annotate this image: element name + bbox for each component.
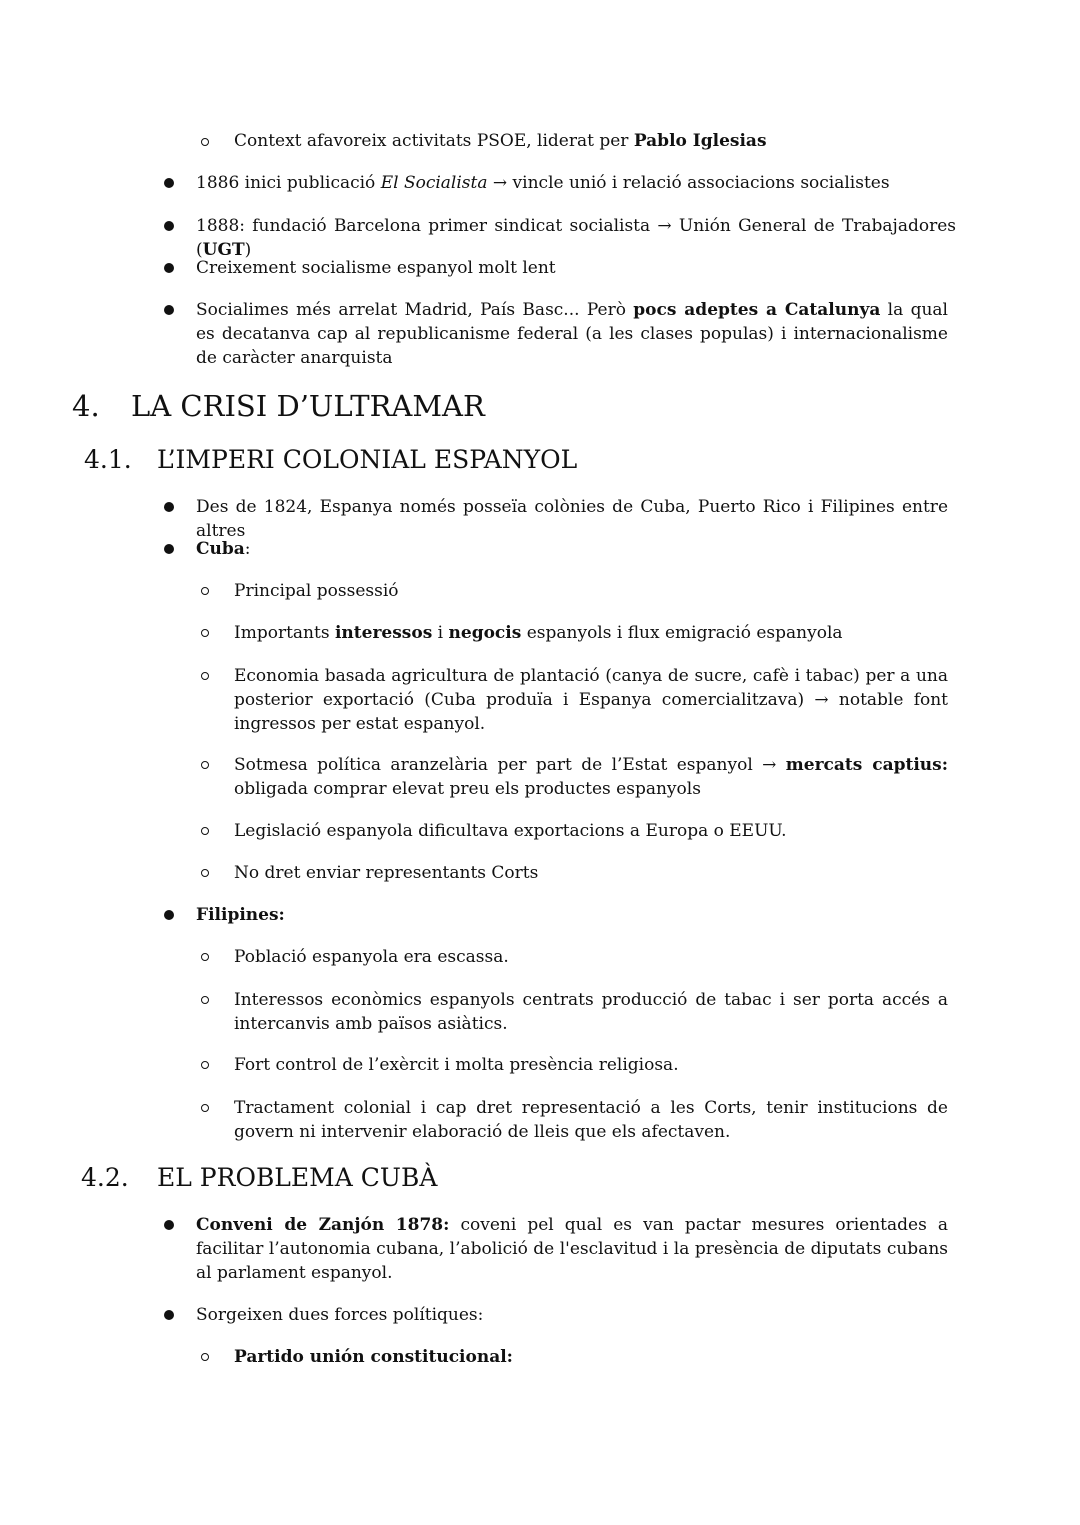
sub-bullet-icon: [201, 1104, 209, 1112]
bullet-icon: [164, 1310, 174, 1320]
bullet-icon: [164, 502, 174, 512]
list-item: 1886 inici publicació El Socialista → vincle unió i relació associacions socialistes: [196, 173, 890, 193]
sub-bullet-icon: [201, 996, 209, 1004]
sub-bullet-icon: [201, 869, 209, 877]
list-item: Fort control de l’exèrcit i molta presència religiosa.: [234, 1055, 679, 1075]
sub-bullet-icon: [201, 672, 209, 680]
list-item: Tractament colonial i cap dret representació a les Corts, tenir institucions de govern ni intervenir elaboració de lleis que els afectaven.: [234, 1098, 948, 1142]
sub-bullet-icon: [201, 761, 209, 769]
subsection-title: EL PROBLEMA CUBÀ: [157, 1163, 438, 1192]
subsection-title: L’IMPERI COLONIAL ESPANYOL: [157, 445, 578, 474]
list-item: Cuba:: [196, 539, 251, 559]
list-item: Legislació espanyola dificultava exportacions a Europa o EEUU.: [234, 821, 787, 841]
list-item: Filipines:: [196, 905, 285, 925]
bullet-icon: [164, 305, 174, 315]
list-item: Socialimes més arrelat Madrid, País Basc... Però pocs adeptes a Catalunya la qual es decatanva cap al republicanisme federal (a les clases populas) i internacionalisme de caràcter anarquista: [196, 300, 948, 368]
sub-bullet-icon: [201, 629, 209, 637]
section-title: LA CRISI D’ULTRAMAR: [131, 389, 485, 423]
bullet-icon: [164, 178, 174, 188]
list-item: Interessos econòmics espanyols centrats producció de tabac i ser porta accés a intercanvis amb països asiàtics.: [234, 990, 948, 1034]
list-item: Partido unión constitucional:: [234, 1347, 513, 1367]
list-item: Context afavoreix activitats PSOE, liderat per Pablo Iglesias: [234, 131, 767, 151]
list-item: Importants interessos i negocis espanyols i flux emigració espanyola: [234, 623, 843, 643]
bullet-icon: [164, 910, 174, 920]
list-item: Població espanyola era escassa.: [234, 947, 509, 967]
sub-bullet-icon: [201, 953, 209, 961]
sub-bullet-icon: [201, 1353, 209, 1361]
section-heading: 4.: [72, 389, 100, 423]
sub-bullet-icon: [201, 1061, 209, 1069]
sub-bullet-icon: [201, 827, 209, 835]
list-item: Creixement socialisme espanyol molt lent: [196, 258, 556, 278]
list-item: Conveni de Zanjón 1878: coveni pel qual es van pactar mesures orientades a facilitar l’autonomia cubana, l’abolició de l'esclavitud i la presència de diputats cubans al parlament espanyol.: [196, 1215, 948, 1283]
bullet-icon: [164, 1220, 174, 1230]
subsection-number: 4.2.: [81, 1163, 129, 1192]
bullet-icon: [164, 263, 174, 273]
sub-bullet-icon: [201, 138, 209, 146]
list-item: Principal possessió: [234, 581, 399, 601]
list-item: Sorgeixen dues forces polítiques:: [196, 1305, 484, 1325]
bullet-icon: [164, 221, 174, 231]
list-item: 1888: fundació Barcelona primer sindicat socialista → Unión General de Trabajadores (UGT): [196, 216, 956, 260]
list-item: Economia basada agricultura de plantació (canya de sucre, cafè i tabac) per a una posterior exportació (Cuba produïa i Espanya comercialitzava) → notable font ingressos per estat espanyol.: [234, 666, 948, 734]
list-item: No dret enviar representants Corts: [234, 863, 539, 883]
bullet-icon: [164, 544, 174, 554]
list-item: Sotmesa política aranzelària per part de l’Estat espanyol → mercats captius: obligada comprar elevat preu els productes espanyols: [234, 755, 948, 799]
subsection-number: 4.1.: [84, 445, 132, 474]
list-item: Des de 1824, Espanya només posseïa colònies de Cuba, Puerto Rico i Filipines entre altres: [196, 497, 948, 541]
sub-bullet-icon: [201, 587, 209, 595]
